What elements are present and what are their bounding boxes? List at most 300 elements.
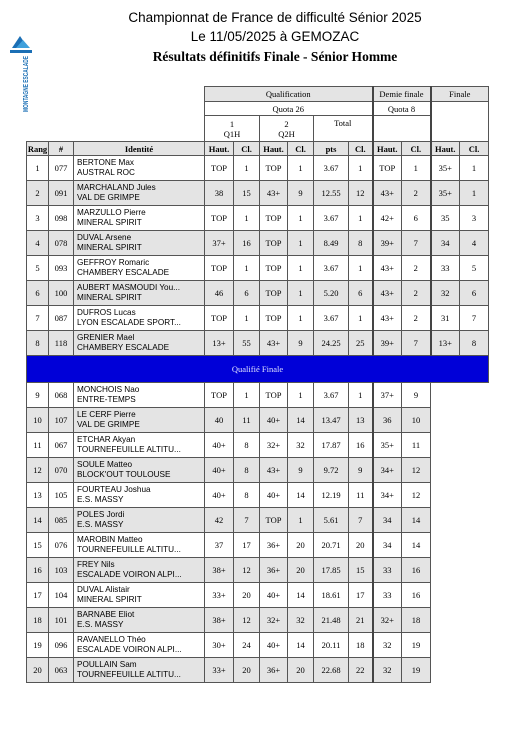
athlete-name: LE CERF Pierre <box>77 410 136 419</box>
final-height-cell: 13+ <box>431 331 460 356</box>
athlete-name: DUVAL Alistair <box>77 585 130 594</box>
total-rank-cell: 1 <box>349 383 373 408</box>
total-points-cell: 18.61 <box>314 583 349 608</box>
q1-rank-cell: 12 <box>234 608 260 633</box>
q1-rank-cell: 15 <box>234 181 260 206</box>
rank-cell: 9 <box>27 383 49 408</box>
final-rank-cell: 1 <box>460 156 489 181</box>
identity-cell <box>74 383 205 408</box>
empty-cell <box>431 608 489 633</box>
q2-rank-cell: 9 <box>288 331 314 356</box>
q1-height-cell: 40+ <box>205 483 234 508</box>
results-table <box>26 86 489 683</box>
club-name: MINERAL SPIRIT <box>77 595 142 604</box>
empty-cell <box>431 533 489 558</box>
q2-rank-cell: 9 <box>288 458 314 483</box>
bib-number-cell: 087 <box>49 306 74 331</box>
demi-height-cell: 34+ <box>373 483 402 508</box>
table-row <box>27 181 489 206</box>
empty-cell <box>431 433 489 458</box>
total-rank-cell: 25 <box>349 331 373 356</box>
total-rank-cell: 11 <box>349 483 373 508</box>
demi-rank-cell: 2 <box>402 281 431 306</box>
q1-height-cell: 37 <box>205 533 234 558</box>
total-rank-cell: 20 <box>349 533 373 558</box>
club-name: CHAMBERY ESCALADE <box>77 343 170 352</box>
final-height-cell: 32 <box>431 281 460 306</box>
q1-height-cell: TOP <box>205 156 234 181</box>
demi-finale-header: Demie finale <box>373 87 431 102</box>
qualified-final-banner-row <box>27 356 489 383</box>
demi-rank-cell: 14 <box>402 508 431 533</box>
total-points-cell: 24.25 <box>314 331 349 356</box>
demi-height-cell: 33 <box>373 558 402 583</box>
col-q1-haut: Haut. <box>205 142 234 156</box>
total-rank-cell: 16 <box>349 433 373 458</box>
demi-height-cell: 36 <box>373 408 402 433</box>
table-row <box>27 306 489 331</box>
q2-rank-cell: 9 <box>288 181 314 206</box>
athlete-name: MARCHALAND Jules <box>77 183 156 192</box>
q1-rank-cell: 17 <box>234 533 260 558</box>
rank-cell: 3 <box>27 206 49 231</box>
qualification-header: Qualification <box>205 87 373 102</box>
q2-height-cell: 40+ <box>260 633 288 658</box>
demi-height-cell: 43+ <box>373 306 402 331</box>
total-points-cell: 9.72 <box>314 458 349 483</box>
total-points-cell: 20.11 <box>314 633 349 658</box>
table-row <box>27 533 489 558</box>
col-q2-haut: Haut. <box>260 142 288 156</box>
q1-rank-cell: 8 <box>234 458 260 483</box>
total-rank-cell: 17 <box>349 583 373 608</box>
table-row <box>27 583 489 608</box>
demi-rank-cell: 16 <box>402 583 431 608</box>
demi-height-cell: 33 <box>373 583 402 608</box>
q2-height-cell: 40+ <box>260 583 288 608</box>
total-points-cell: 12.19 <box>314 483 349 508</box>
q1-height-cell: 38+ <box>205 608 234 633</box>
total-rank-cell: 1 <box>349 206 373 231</box>
final-rank-cell: 7 <box>460 306 489 331</box>
q1-rank-cell: 8 <box>234 433 260 458</box>
athlete-name: MAROBIN Matteo <box>77 535 143 544</box>
final-height-cell: 34 <box>431 231 460 256</box>
col-finale-haut: Haut. <box>431 142 460 156</box>
club-name: TOURNEFEUILLE ALTITU... <box>77 670 181 679</box>
total-rank-cell: 8 <box>349 231 373 256</box>
demi-rank-cell: 1 <box>402 156 431 181</box>
q1-rank-cell: 24 <box>234 633 260 658</box>
table-row <box>27 558 489 583</box>
empty-cell <box>431 383 489 408</box>
identity-cell <box>74 558 205 583</box>
q2-height-cell: TOP <box>260 281 288 306</box>
rank-cell: 20 <box>27 658 49 683</box>
total-rank-cell: 7 <box>349 508 373 533</box>
bib-number-cell: 068 <box>49 383 74 408</box>
q2-rank-cell: 1 <box>288 508 314 533</box>
identity-cell <box>74 508 205 533</box>
identity-cell <box>74 533 205 558</box>
demi-height-cell: 34 <box>373 533 402 558</box>
total-rank-cell: 22 <box>349 658 373 683</box>
total-points-cell: 5.20 <box>314 281 349 306</box>
final-rank-cell: 6 <box>460 281 489 306</box>
q2-rank-cell: 14 <box>288 583 314 608</box>
q2-height-cell: 32+ <box>260 433 288 458</box>
q1-height-cell: TOP <box>205 256 234 281</box>
q2-rank-cell: 20 <box>288 658 314 683</box>
demi-rank-cell: 11 <box>402 433 431 458</box>
q2-rank-cell: 14 <box>288 408 314 433</box>
total-points-cell: 21.48 <box>314 608 349 633</box>
final-rank-cell: 1 <box>460 181 489 206</box>
page-title: Championnat de France de difficulté Sénior 2025 <box>128 10 422 25</box>
bib-number-cell: 093 <box>49 256 74 281</box>
identity-cell <box>74 206 205 231</box>
q1-height-cell: 37+ <box>205 231 234 256</box>
table-row <box>27 231 489 256</box>
club-name: E.S. MASSY <box>77 520 124 529</box>
route-q1-header: 1 Q1H <box>205 116 260 142</box>
col-total-cl: Cl. <box>349 142 373 156</box>
logo-brand-text: MONTAGNE ESCALADE <box>21 25 30 112</box>
table-row <box>27 206 489 231</box>
q2-height-cell: 36+ <box>260 533 288 558</box>
final-rank-cell: 3 <box>460 206 489 231</box>
q1-rank-cell: 6 <box>234 281 260 306</box>
demi-rank-cell: 18 <box>402 608 431 633</box>
total-points-cell: 3.67 <box>314 206 349 231</box>
demi-quota: Quota 8 <box>373 102 431 116</box>
table-row <box>27 658 489 683</box>
athlete-name: DUVAL Arsene <box>77 233 132 242</box>
col-q1-cl: Cl. <box>234 142 260 156</box>
bib-number-cell: 063 <box>49 658 74 683</box>
demi-rank-cell: 14 <box>402 533 431 558</box>
q2-height-cell: 40+ <box>260 408 288 433</box>
bib-number-cell: 078 <box>49 231 74 256</box>
total-points-cell: 17.85 <box>314 558 349 583</box>
club-name: ENTRE-TEMPS <box>77 395 136 404</box>
athlete-name: POULLAIN Sam <box>77 660 137 669</box>
rank-cell: 14 <box>27 508 49 533</box>
table-row <box>27 433 489 458</box>
route-q2-header: 2 Q2H <box>260 116 314 142</box>
rank-cell: 15 <box>27 533 49 558</box>
club-name: ESCALADE VOIRON ALPI... <box>77 645 182 654</box>
demi-rank-cell: 9 <box>402 383 431 408</box>
empty-cell <box>431 508 489 533</box>
demi-rank-cell: 2 <box>402 256 431 281</box>
demi-height-cell: 34 <box>373 508 402 533</box>
total-header: Total <box>314 116 373 142</box>
demi-height-cell: 43+ <box>373 181 402 206</box>
rank-cell: 8 <box>27 331 49 356</box>
table-row <box>27 156 489 181</box>
q2-height-cell: 43+ <box>260 458 288 483</box>
demi-height-cell: 34+ <box>373 458 402 483</box>
total-points-cell: 8.49 <box>314 231 349 256</box>
demi-height-cell: 32+ <box>373 608 402 633</box>
q1-height-cell: TOP <box>205 206 234 231</box>
club-name: AUSTRAL ROC <box>77 168 135 177</box>
demi-height-cell: 39+ <box>373 331 402 356</box>
identity-cell <box>74 608 205 633</box>
club-name: VAL DE GRIMPE <box>77 420 140 429</box>
rank-cell: 18 <box>27 608 49 633</box>
empty-cell <box>431 583 489 608</box>
table-row <box>27 458 489 483</box>
total-rank-cell: 18 <box>349 633 373 658</box>
rank-cell: 11 <box>27 433 49 458</box>
q1-rank-cell: 12 <box>234 558 260 583</box>
bib-number-cell: 107 <box>49 408 74 433</box>
athlete-name: MARZULLO Pierre <box>77 208 146 217</box>
q2-height-cell: 43+ <box>260 331 288 356</box>
q2-height-cell: TOP <box>260 156 288 181</box>
rank-cell: 6 <box>27 281 49 306</box>
table-row <box>27 633 489 658</box>
demi-rank-cell: 19 <box>402 658 431 683</box>
rank-cell: 10 <box>27 408 49 433</box>
q2-rank-cell: 1 <box>288 231 314 256</box>
athlete-name: BARNABE Eliot <box>77 610 135 619</box>
q1-rank-cell: 55 <box>234 331 260 356</box>
bib-number-cell: 067 <box>49 433 74 458</box>
col-num: # <box>49 142 74 156</box>
identity-cell <box>74 458 205 483</box>
athlete-name: BERTONE Max <box>77 158 135 167</box>
table-row <box>27 281 489 306</box>
q2-height-cell: TOP <box>260 508 288 533</box>
club-name: TOURNEFEUILLE ALTITU... <box>77 445 181 454</box>
demi-rank-cell: 7 <box>402 231 431 256</box>
club-name: VAL DE GRIMPE <box>77 193 140 202</box>
q2-height-cell: TOP <box>260 206 288 231</box>
final-height-cell: 33 <box>431 256 460 281</box>
q2-rank-cell: 1 <box>288 281 314 306</box>
final-rank-cell: 8 <box>460 331 489 356</box>
q1-height-cell: 33+ <box>205 658 234 683</box>
identity-cell <box>74 483 205 508</box>
athlete-name: MONCHOIS Nao <box>77 385 140 394</box>
empty-cell <box>431 483 489 508</box>
bib-number-cell: 091 <box>49 181 74 206</box>
total-rank-cell: 1 <box>349 306 373 331</box>
club-name: MINERAL SPIRIT <box>77 243 142 252</box>
total-points-cell: 13.47 <box>314 408 349 433</box>
q1-rank-cell: 1 <box>234 206 260 231</box>
q2-rank-cell: 1 <box>288 206 314 231</box>
col-q2-cl: Cl. <box>288 142 314 156</box>
q2-rank-cell: 1 <box>288 383 314 408</box>
q1-height-cell: 13+ <box>205 331 234 356</box>
q1-rank-cell: 1 <box>234 256 260 281</box>
identity-cell <box>74 633 205 658</box>
col-identite: Identité <box>74 142 205 156</box>
table-row <box>27 383 489 408</box>
club-name: BLOCK'OUT TOULOUSE <box>77 470 171 479</box>
rank-cell: 7 <box>27 306 49 331</box>
q1-height-cell: 42 <box>205 508 234 533</box>
empty-cell <box>431 633 489 658</box>
q2-rank-cell: 14 <box>288 633 314 658</box>
total-rank-cell: 6 <box>349 281 373 306</box>
total-points-cell: 3.67 <box>314 156 349 181</box>
rank-cell: 1 <box>27 156 49 181</box>
athlete-name: FOURTEAU Joshua <box>77 485 151 494</box>
q2-rank-cell: 20 <box>288 558 314 583</box>
demi-rank-cell: 2 <box>402 306 431 331</box>
demi-rank-cell: 10 <box>402 408 431 433</box>
q1-height-cell: 40+ <box>205 458 234 483</box>
table-row <box>27 508 489 533</box>
demi-height-cell: 39+ <box>373 231 402 256</box>
identity-cell <box>74 156 205 181</box>
table-row <box>27 408 489 433</box>
col-finale-cl: Cl. <box>460 142 489 156</box>
q2-height-cell: TOP <box>260 306 288 331</box>
athlete-name: SOULE Matteo <box>77 460 133 469</box>
table-row <box>27 608 489 633</box>
demi-rank-cell: 2 <box>402 181 431 206</box>
final-height-cell: 35+ <box>431 181 460 206</box>
col-demi-haut: Haut. <box>373 142 402 156</box>
q2-height-cell: 32+ <box>260 608 288 633</box>
rank-cell: 17 <box>27 583 49 608</box>
bib-number-cell: 101 <box>49 608 74 633</box>
q1-rank-cell: 7 <box>234 508 260 533</box>
club-name: E.S. MASSY <box>77 620 124 629</box>
total-rank-cell: 15 <box>349 558 373 583</box>
rank-cell: 13 <box>27 483 49 508</box>
club-name: LYON ESCALADE SPORT... <box>77 318 181 327</box>
identity-cell <box>74 281 205 306</box>
athlete-name: ETCHAR Akyan <box>77 435 136 444</box>
rank-cell: 4 <box>27 231 49 256</box>
demi-rank-cell: 6 <box>402 206 431 231</box>
demi-height-cell: 35+ <box>373 433 402 458</box>
total-points-cell: 17.87 <box>314 433 349 458</box>
q2-height-cell: TOP <box>260 383 288 408</box>
q1-rank-cell: 16 <box>234 231 260 256</box>
total-points-cell: 3.67 <box>314 383 349 408</box>
bib-number-cell: 096 <box>49 633 74 658</box>
q1-height-cell: 38+ <box>205 558 234 583</box>
empty-cell <box>431 558 489 583</box>
bib-number-cell: 118 <box>49 331 74 356</box>
total-points-cell: 22.68 <box>314 658 349 683</box>
q1-rank-cell: 1 <box>234 306 260 331</box>
bib-number-cell: 085 <box>49 508 74 533</box>
col-total-pts: pts <box>314 142 349 156</box>
total-rank-cell: 12 <box>349 181 373 206</box>
total-points-cell: 3.67 <box>314 306 349 331</box>
demi-height-cell: 37+ <box>373 383 402 408</box>
table-row <box>27 331 489 356</box>
final-height-cell: 31 <box>431 306 460 331</box>
demi-height-cell: 32 <box>373 633 402 658</box>
demi-height-cell: 42+ <box>373 206 402 231</box>
qualification-quota: Quota 26 <box>205 102 373 116</box>
final-height-cell: 35 <box>431 206 460 231</box>
total-rank-cell: 21 <box>349 608 373 633</box>
results-heading: Résultats définitifs Finale - Sénior Homme <box>152 49 398 64</box>
total-points-cell: 12.55 <box>314 181 349 206</box>
demi-rank-cell: 16 <box>402 558 431 583</box>
club-name: ESCALADE VOIRON ALPI... <box>77 570 182 579</box>
rank-cell: 5 <box>27 256 49 281</box>
q2-height-cell: 40+ <box>260 483 288 508</box>
final-rank-cell: 4 <box>460 231 489 256</box>
total-rank-cell: 13 <box>349 408 373 433</box>
total-rank-cell: 9 <box>349 458 373 483</box>
athlete-name: POLES Jordi <box>77 510 125 519</box>
demi-rank-cell: 19 <box>402 633 431 658</box>
q2-rank-cell: 20 <box>288 533 314 558</box>
final-height-cell: 35+ <box>431 156 460 181</box>
identity-cell <box>74 583 205 608</box>
col-demi-cl: Cl. <box>402 142 431 156</box>
total-rank-cell: 1 <box>349 156 373 181</box>
bib-number-cell: 103 <box>49 558 74 583</box>
q1-rank-cell: 20 <box>234 658 260 683</box>
bib-number-cell: 077 <box>49 156 74 181</box>
rank-cell: 16 <box>27 558 49 583</box>
q1-height-cell: 46 <box>205 281 234 306</box>
demi-height-cell: TOP <box>373 156 402 181</box>
q1-height-cell: TOP <box>205 306 234 331</box>
column-header-row <box>27 142 489 156</box>
identity-cell <box>74 331 205 356</box>
athlete-name: FREY Nils <box>77 560 115 569</box>
athlete-name: GRENIER Mael <box>77 333 135 342</box>
demi-height-cell: 32 <box>373 658 402 683</box>
demi-rank-cell: 12 <box>402 483 431 508</box>
bib-number-cell: 076 <box>49 533 74 558</box>
rank-cell: 19 <box>27 633 49 658</box>
col-rang: Rang <box>27 143 48 154</box>
bib-number-cell: 105 <box>49 483 74 508</box>
q1-height-cell: 40 <box>205 408 234 433</box>
final-rank-cell: 5 <box>460 256 489 281</box>
total-points-cell: 3.67 <box>314 256 349 281</box>
q2-height-cell: TOP <box>260 231 288 256</box>
demi-rank-cell: 7 <box>402 331 431 356</box>
bib-number-cell: 100 <box>49 281 74 306</box>
demi-rank-cell: 12 <box>402 458 431 483</box>
q1-rank-cell: 20 <box>234 583 260 608</box>
athlete-name: DUFROS Lucas <box>77 308 136 317</box>
identity-cell <box>74 231 205 256</box>
finale-header: Finale <box>431 87 489 102</box>
q2-rank-cell: 1 <box>288 156 314 181</box>
club-name: MINERAL SPIRIT <box>77 218 142 227</box>
athlete-name: RAVANELLO Théo <box>77 635 146 644</box>
table-row <box>27 483 489 508</box>
empty-cell <box>431 408 489 433</box>
identity-cell <box>74 306 205 331</box>
q1-rank-cell: 11 <box>234 408 260 433</box>
q2-height-cell: 36+ <box>260 558 288 583</box>
qualified-final-banner: Qualifié Finale <box>27 356 489 383</box>
q1-rank-cell: 1 <box>234 383 260 408</box>
empty-cell <box>431 458 489 483</box>
club-name: E.S. MASSY <box>77 495 124 504</box>
q1-height-cell: TOP <box>205 383 234 408</box>
